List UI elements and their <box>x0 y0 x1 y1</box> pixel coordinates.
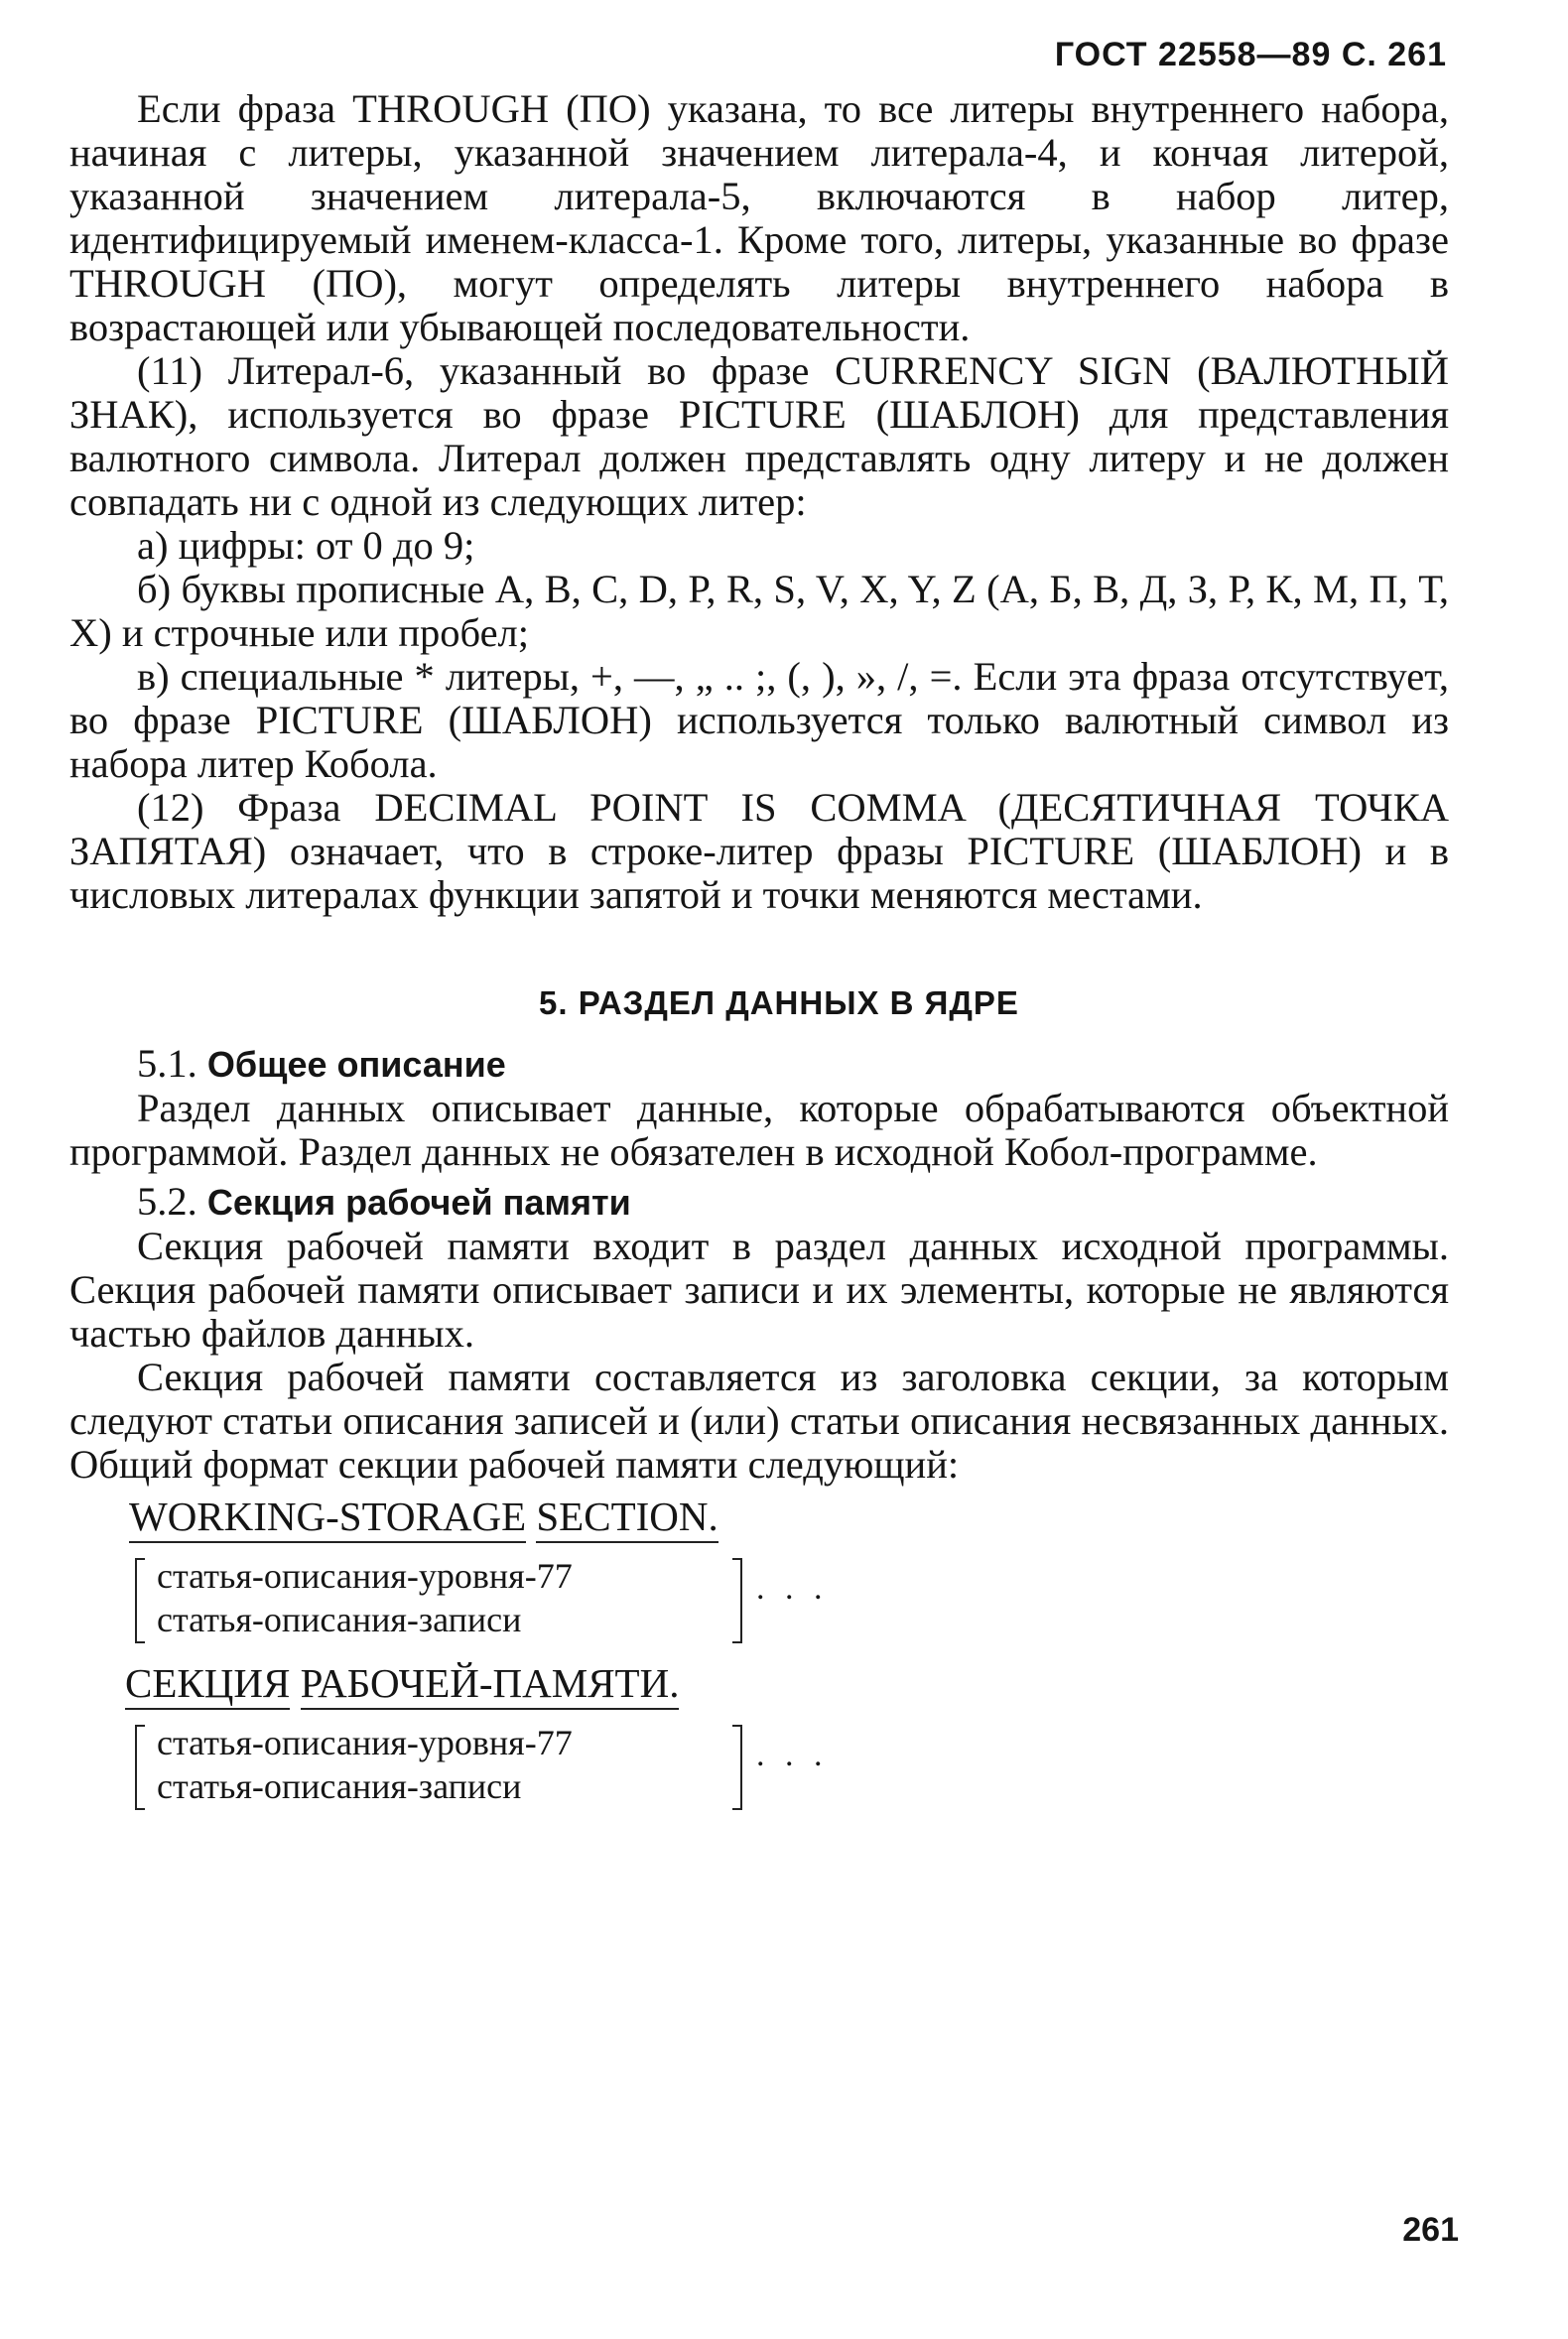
keyword-working-storage: WORKING-STORAGE <box>129 1494 526 1543</box>
keyword-rabochey-pamyati: РАБОЧЕЙ-ПАМЯТИ. <box>301 1660 680 1710</box>
list-item-v: в) специальные * литеры, +, —, „ .. ;, (, ), », /, =. Если эта фраза отсутствует, во фразе PICTURE (ШАБЛОН) используется только валютный символ из набора литер Кобола. <box>69 654 1449 786</box>
subsection-5-2-text-1: Секция рабочей памяти входит в раздел данных исходной программы. Секция рабочей памяти описывает записи и их элементы, которые не являются частью файлов данных. <box>69 1224 1449 1356</box>
list-item-a: а) цифры: от 0 до 9; <box>137 523 475 568</box>
brace-options <box>157 1721 573 1808</box>
subsection-title: Секция рабочей памяти <box>206 1182 631 1223</box>
right-bracket <box>732 1725 742 1810</box>
subsection-5-2-heading <box>69 1180 1449 1225</box>
subsection-5-2-text-2: Секция рабочей памяти составляется из заголовка секции, за которым следуют статьи описания записей и (или) статьи описания несвязанных данных. Общий формат секции рабочей памяти следующий: <box>69 1355 1449 1487</box>
left-bracket <box>135 1558 145 1643</box>
ellipsis: . . . <box>756 1570 829 1607</box>
format-brace-ru <box>135 1721 1449 1812</box>
left-bracket <box>135 1725 145 1810</box>
subsection-number: 5.1. <box>137 1041 197 1086</box>
subsection-number: 5.2. <box>137 1179 197 1224</box>
list-item-b: б) буквы прописные A, B, C, D, P, R, S, V, X, Y, Z (А, Б, В, Д, З, Р, К, М, П, Т, Х) и строчные или пробел; <box>69 567 1449 655</box>
right-bracket <box>732 1558 742 1643</box>
keyword-section: SECTION. <box>536 1494 718 1543</box>
brace-options <box>157 1554 573 1641</box>
subsection-title: Общее описание <box>206 1044 506 1085</box>
keyword-sekciya: СЕКЦИЯ <box>125 1660 290 1710</box>
page-number: 261 <box>1402 2211 1459 2249</box>
ellipsis: . . . <box>756 1737 829 1773</box>
option-record: статья-описания-записи <box>157 1766 522 1806</box>
format-header-ru <box>125 1659 679 1707</box>
format-header-en <box>129 1493 719 1540</box>
section-title: 5. РАЗДЕЛ ДАННЫХ В ЯДРЕ <box>539 984 1019 1021</box>
subsection-5-1-heading <box>69 1042 1449 1087</box>
subsection-5-1-text: Раздел данных описывает данные, которые обрабатываются объектной программой. Раздел данных не обязателен в исходной Кобол-программе. <box>69 1086 1449 1174</box>
document-page <box>69 36 1449 1812</box>
option-level-77: статья-описания-уровня-77 <box>157 1556 573 1596</box>
running-header: ГОСТ 22558—89 С. 261 <box>1054 36 1447 73</box>
option-record: статья-описания-записи <box>157 1600 522 1639</box>
paragraph-11: (11) Литерал-6, указанный во фразе CURRENCY SIGN (ВАЛЮТНЫЙ ЗНАК), используется во фразе PICTURE (ШАБЛОН) для представления валютного символа. Литерал должен представлять одну литеру и не должен совпадать ни с одной из следующих литер: <box>69 348 1449 524</box>
paragraph-through: Если фраза THROUGH (ПО) указана, то все литеры внутреннего набора, начиная с литеры, указанной значением литерала-4, и кончая литерой, указанной значением литерала-5, включаются в набор литер, идентифицируемый именем-класса-1. Кроме того, литеры, указанные во фразе THROUGH (ПО), могут определять литеры внутреннего набора в возрастающей или убывающей последовательности. <box>69 86 1449 349</box>
option-level-77: статья-описания-уровня-77 <box>157 1723 573 1762</box>
format-brace-en <box>135 1554 1449 1645</box>
paragraph-12: (12) Фраза DECIMAL POINT IS COMMA (ДЕСЯТИЧНАЯ ТОЧКА ЗАПЯТАЯ) означает, что в строке-литер фразы PICTURE (ШАБЛОН) и в числовых литералах функции запятой и точки меняются местами. <box>69 785 1449 917</box>
